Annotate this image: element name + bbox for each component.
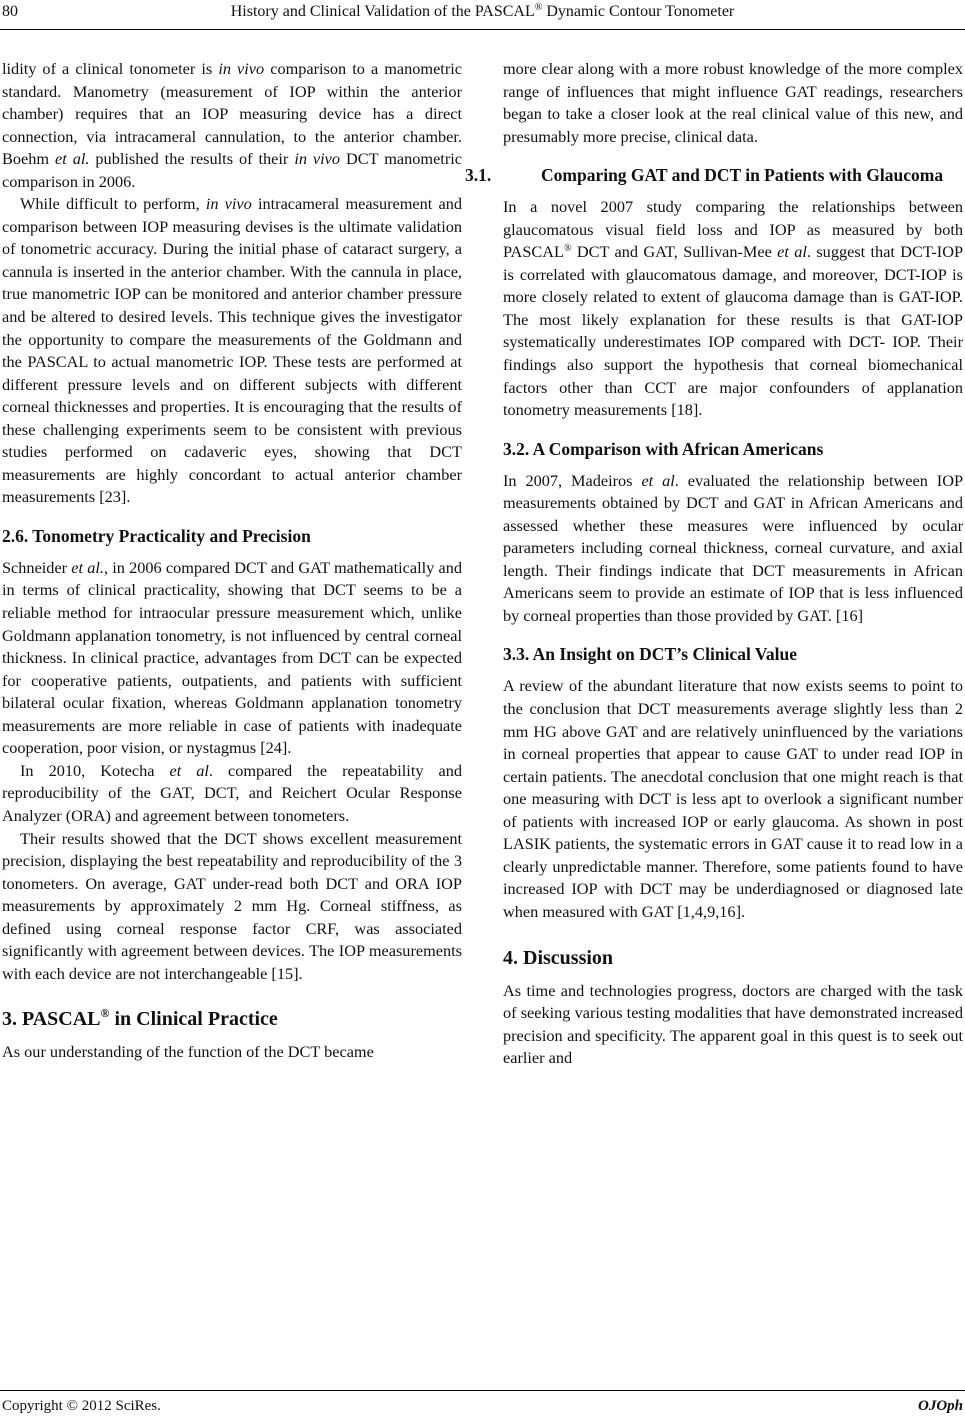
section-heading-3-3: 3.3. An Insight on DCT’s Clinical Value — [503, 644, 798, 665]
copyright-notice: Copyright © 2012 SciRes. — [2, 1398, 161, 1414]
section-heading-3-1: 3.1. Comparing GAT and DCT in Patients with Glaucoma — [465, 165, 944, 186]
footer-rule — [0, 1390, 965, 1391]
paragraph: Their results showed that the DCT shows excellent measurement precision, displaying the best repeatability and reproducibility of the 3 tonometers. On average, GAT under-read both DCT and ORA IOP measurements by approximately 2 mm Hg. Corneal stiffness, as defined using corneal response factor CRF, was associated significantly with agreement between devices. The IOP measurements with each device are not interchangeable [15]. — [2, 828, 462, 983]
section-heading-3: 3. PASCAL® in Clinical Practice — [2, 1006, 278, 1031]
right-column — [465, 58, 964, 1070]
header-rule — [0, 29, 965, 30]
section-heading-3-2: 3.2. A Comparison with African Americans — [503, 438, 824, 459]
paragraph: lidity of a clinical tonometer is in vivo comparison to a manometric standard. Manometry (measurement of IOP within the anterior chamber) requires that an IOP measuring device has a direct connection, via intracameral cannulation, to the anterior chamber. Boehm et al. published the results of their in vivo DCT manometric comparison in 2006. — [2, 59, 463, 191]
paragraph: In a novel 2007 study comparing the relationships between glaucomatous visual field loss and IOP as measured by both PASCAL® DCT and GAT, Sullivan-Mee et al. suggest that DCT-IOP is correlated with glaucomatous damage, and moreover, DCT-IOP is more closely related to extent of glaucoma damage than is GAT-IOP. The most likely explanation for these results is that GAT-IOP systematically underestimates IOP compared with DCT- IOP. Their findings also support the hypothesis that corneal biomechanical factors other than CCT are major confounders of applanation tonometry measurements [18]. — [503, 197, 964, 420]
paragraph: While difficult to perform, in vivo intracameral measurement and comparison between IOP measuring devises is the ultimate validation of tonometric accuracy. During the initial phase of cataract surgery, a cannula is inserted in the anterior chamber. With the cannula in place, true manometric IOP can be monitored and anterior chamber pressure and be altered to desired levels. This technique gives the investigator the opportunity to compare the measurements of the Goldmann and the PASCAL to actual manometric IOP. These tests are performed at different pressure levels and on different subjects with different corneal thicknesses and properties. It is encouraging that the results of these challenging experiments seem to be consistent with previous studies performed on cadaveric eyes, showing that DCT measurements are highly concordant to actual anterior chamber measurements [23]. — [2, 194, 462, 507]
left-column — [2, 58, 462, 1064]
page-footer — [0, 1390, 965, 1418]
paragraph: In 2007, Madeiros et al. evaluated the relationship between IOP measurements obtained by DCT and GAT in African Americans and assessed whether these measures were influenced by ocular parameters including corneal thickness, corneal curvature, and axial length. Their findings indicate that DCT measurements in African Americans seem to provide an estimate of IOP that is less influenced by corneal properties than those provided by GAT. [16] — [503, 470, 964, 625]
section-heading-4: 4. Discussion — [503, 946, 614, 969]
section-heading-2-6: 2.6. Tonometry Practicality and Precision — [2, 525, 311, 546]
paragraph: As time and technologies progress, doctors are charged with the task of seeking various testing modalities that have demonstrated increased precision and specificity. The apparent goal in this quest is to seek out earlier and — [503, 980, 963, 1068]
paragraph: A review of the abundant literature that now exists seems to point to the conclusion that DCT measurements average slightly less than 2 mm HG above GAT and are relatively uninfluenced by the variations in corneal properties that appear to cause GAT to under read IOP in certain patients. The anecdotal conclusion that one might reach is that one measuring with DCT is less apt to overlook a significant number of patients with increased IOP or early glaucoma. As shown in post LASIK patients, the systematic errors in GAT cause it to read low in a clearly unpredictable manner. Therefore, some patients found to have increased IOP with DCT may be underdiagnosed or diagnosed late when measured with GAT [1,4,9,16]. — [503, 676, 963, 921]
paragraph: Schneider et al., in 2006 compared DCT and GAT mathematically and in terms of clinical practicality, showing that DCT seems to be a reliable method for intraocular pressure measurement which, unlike Goldmann applanation tonometry, is not influenced by central corneal thickness. In clinical practice, advantages from DCT can be expected for cooperative patients, outpatients, and patients with sufficient bilateral ocular fixation, whereas Goldmann applanation tonometry measurements are more reliable in case of patients with inadequate cooperation, poor vision, or nystagmus [24]. — [2, 557, 462, 758]
paragraph: As our understanding of the function of the DCT became — [2, 1042, 374, 1062]
page-number: 80 — [2, 3, 18, 20]
journal-abbreviation: OJOph — [917, 1398, 963, 1414]
paragraph: In 2010, Kotecha et al. compared the repeatability and reproducibility of the GAT, DCT, and Reichert Ocular Response Analyzer (ORA) and agreement between tonometers. — [2, 760, 462, 825]
running-header — [0, 0, 965, 30]
paragraph: more clear along with a more robust knowledge of the more complex range of influences that might influence GAT readings, researchers began to take a closer look at the real clinical value of this new, and presumably more precise, clinical data. — [503, 59, 963, 146]
running-title: History and Clinical Validation of the PASCAL® Dynamic Contour Tonometer — [230, 2, 735, 20]
